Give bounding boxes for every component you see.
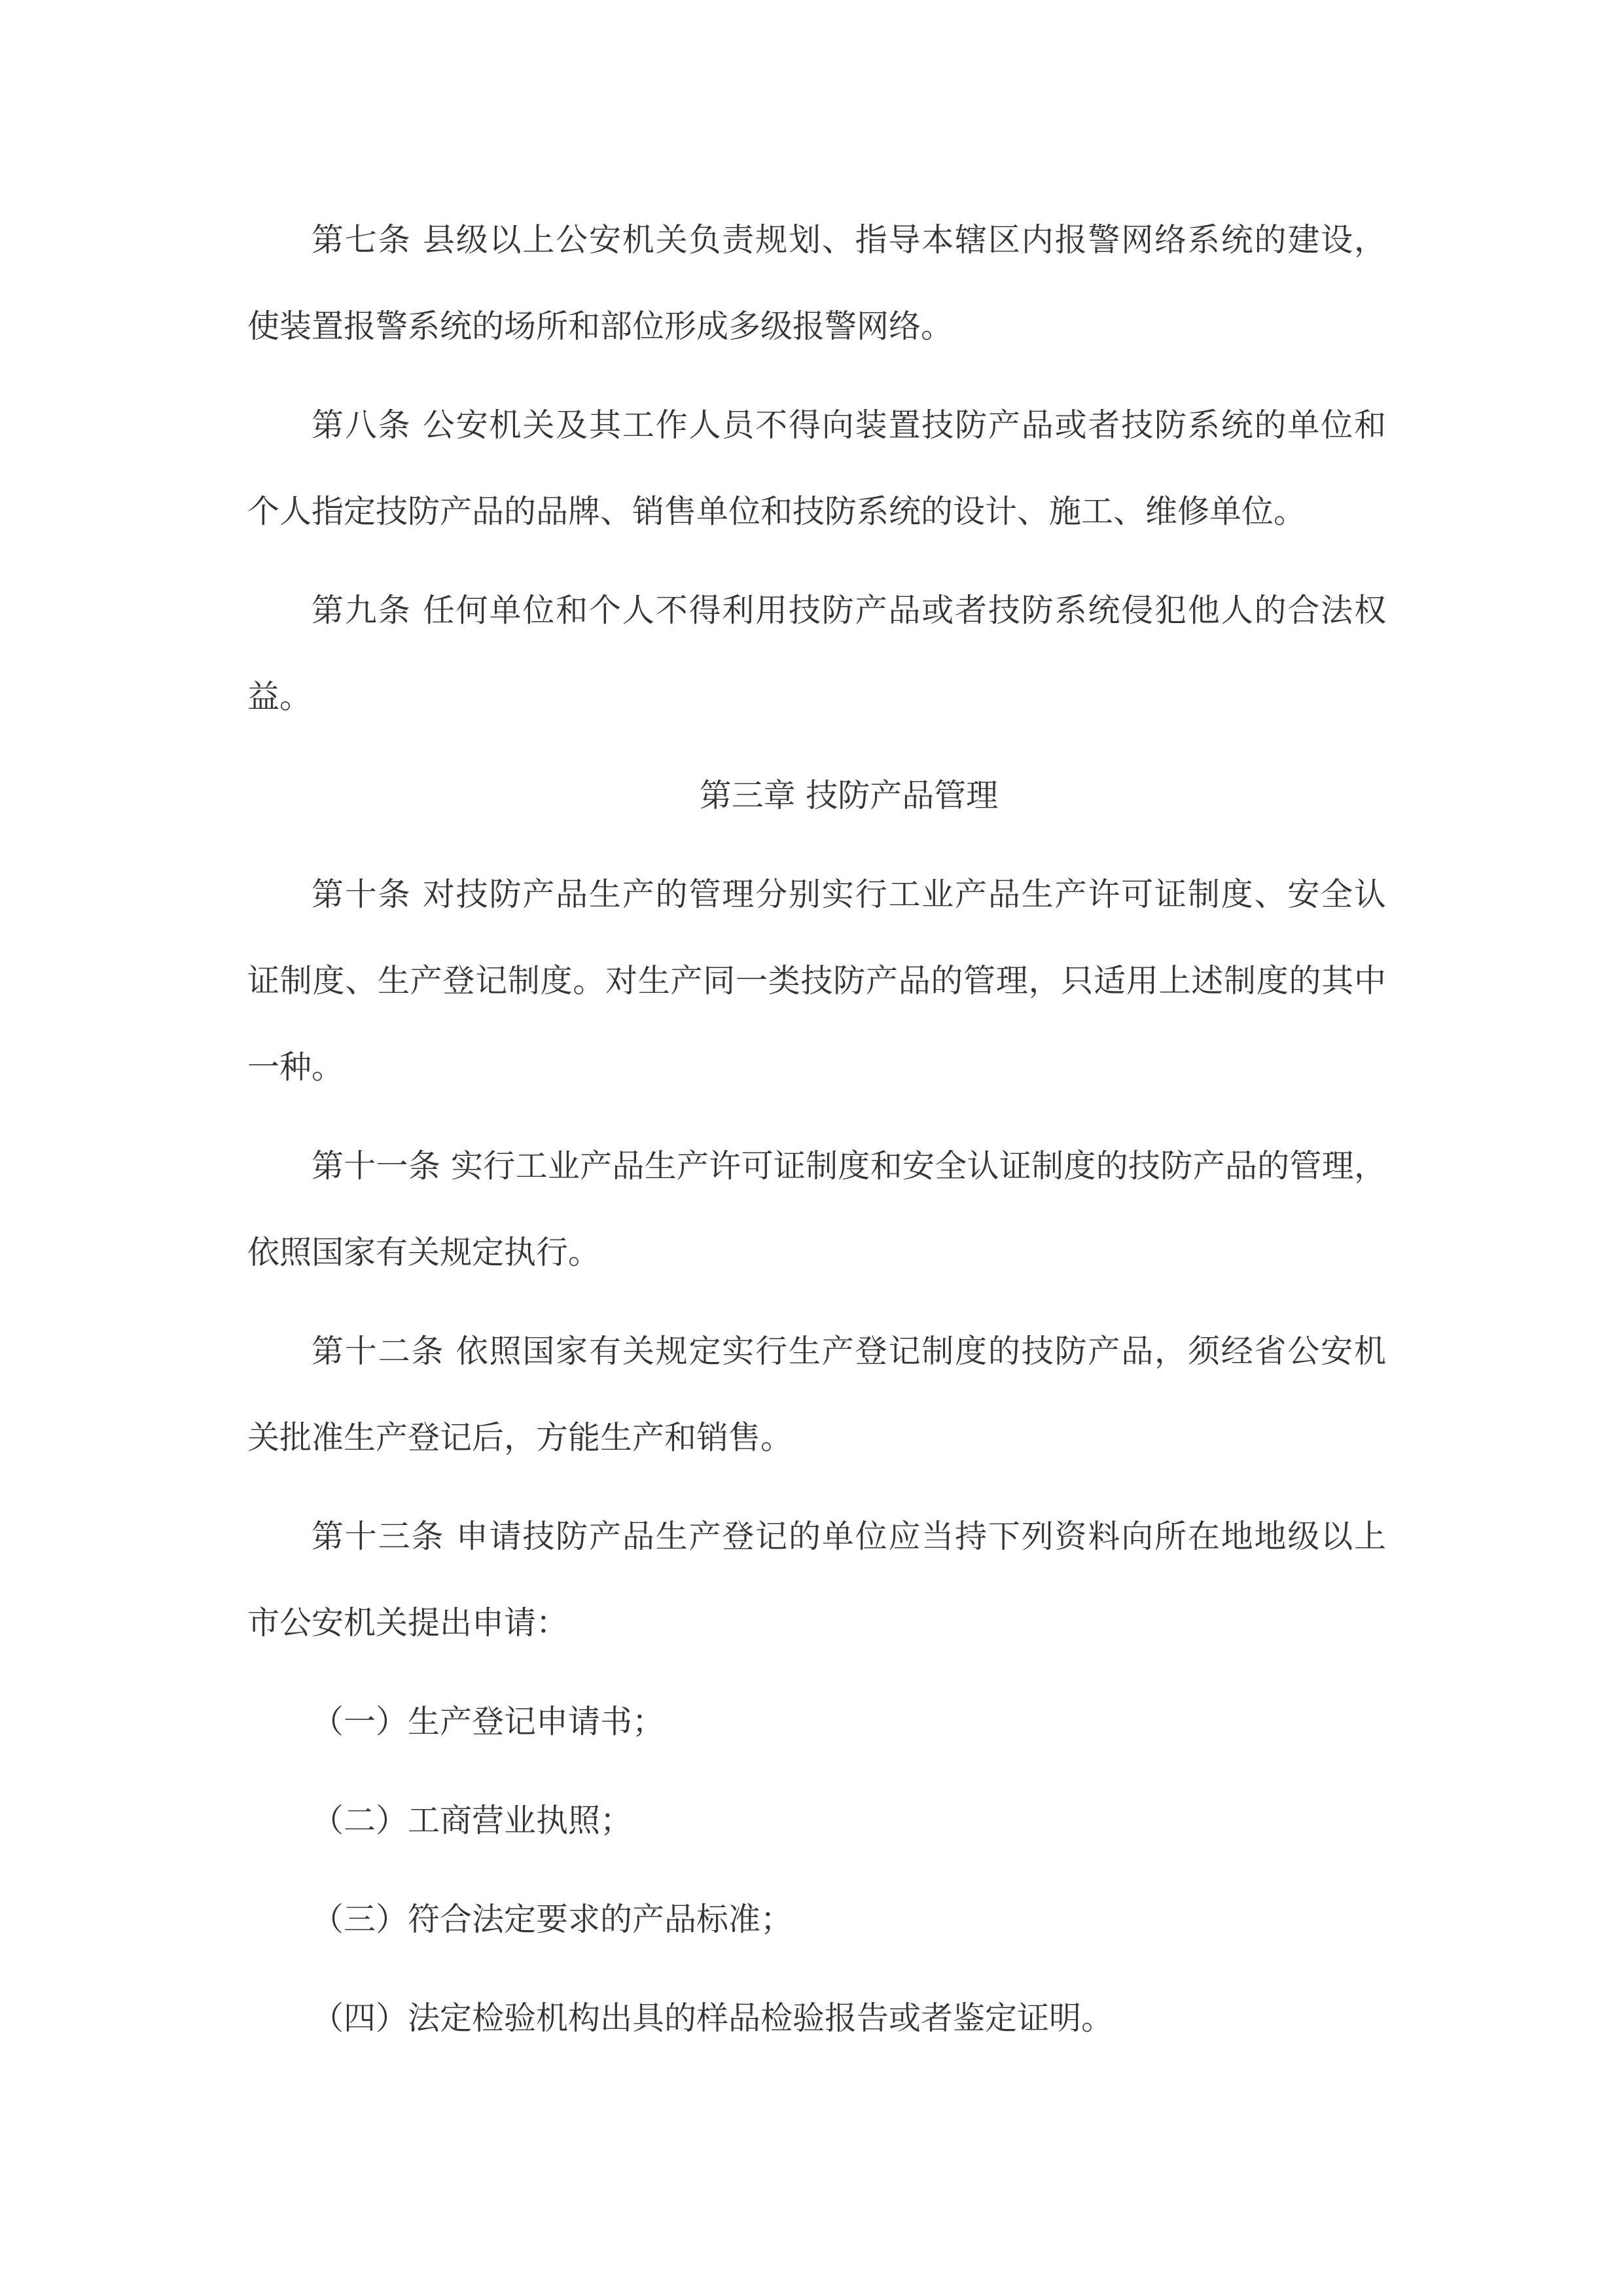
article-13 bbox=[247, 1494, 1386, 1666]
article-9 bbox=[247, 567, 1386, 740]
paragraph-line: 关批准生产登记后，方能生产和销售。 bbox=[247, 1419, 793, 1456]
document-body bbox=[247, 197, 1386, 2074]
article-7 bbox=[247, 197, 1386, 370]
list-item-4 bbox=[247, 1975, 1386, 2062]
paragraph-line: 证制度、生产登记制度。对生产同一类技防产品的管理，只适用上述制度的其中 bbox=[247, 962, 1386, 999]
list-item: （三）符合法定要求的产品标准； bbox=[312, 1901, 793, 1938]
paragraph-line: 第十二条 依照国家有关规定实行生产登记制度的技防产品，须经省公安机 bbox=[312, 1333, 1386, 1370]
paragraph-line: 第八条 公安机关及其工作人员不得向装置技防产品或者技防系统的单位和 bbox=[312, 406, 1386, 444]
paragraph-line: 第十三条 申请技防产品生产登记的单位应当持下列资料向所在地地级以上 bbox=[312, 1518, 1386, 1555]
list-item-3 bbox=[247, 1876, 1386, 1963]
paragraph-line: 市公安机关提出申请： bbox=[247, 1604, 569, 1641]
list-item: （四）法定检验机构出具的样品检验报告或者鉴定证明。 bbox=[312, 2000, 1114, 2037]
article-12 bbox=[247, 1308, 1386, 1481]
paragraph-line: 使装置报警系统的场所和部位形成多级报警网络。 bbox=[247, 308, 954, 345]
article-11 bbox=[247, 1123, 1386, 1296]
chapter-heading bbox=[247, 753, 1386, 839]
paragraph-line: 第十一条 实行工业产品生产许可证制度和安全认证制度的技防产品的管理， bbox=[312, 1147, 1386, 1185]
article-8 bbox=[247, 382, 1386, 555]
chapter-title: 第三章 技防产品管理 bbox=[699, 777, 999, 814]
paragraph-line: 依照国家有关规定执行。 bbox=[247, 1234, 601, 1271]
list-item: （二）工商营业执照； bbox=[312, 1802, 633, 1839]
paragraph-line: 一种。 bbox=[247, 1049, 344, 1086]
paragraph-line: 第七条 县级以上公安机关负责规划、指导本辖区内报警网络系统的建设， bbox=[312, 221, 1386, 259]
list-item-1 bbox=[247, 1679, 1386, 1765]
paragraph-line: 益。 bbox=[247, 678, 312, 715]
paragraph-line: 第十条 对技防产品生产的管理分别实行工业产品生产许可证制度、安全认 bbox=[312, 876, 1386, 913]
paragraph-line: 个人指定技防产品的品牌、销售单位和技防系统的设计、施工、维修单位。 bbox=[247, 493, 1306, 530]
paragraph-line: 第九条 任何单位和个人不得利用技防产品或者技防系统侵犯他人的合法权 bbox=[312, 592, 1386, 629]
list-item: （一）生产登记申请书； bbox=[312, 1703, 665, 1740]
list-item-2 bbox=[247, 1778, 1386, 1864]
article-10 bbox=[247, 852, 1386, 1111]
